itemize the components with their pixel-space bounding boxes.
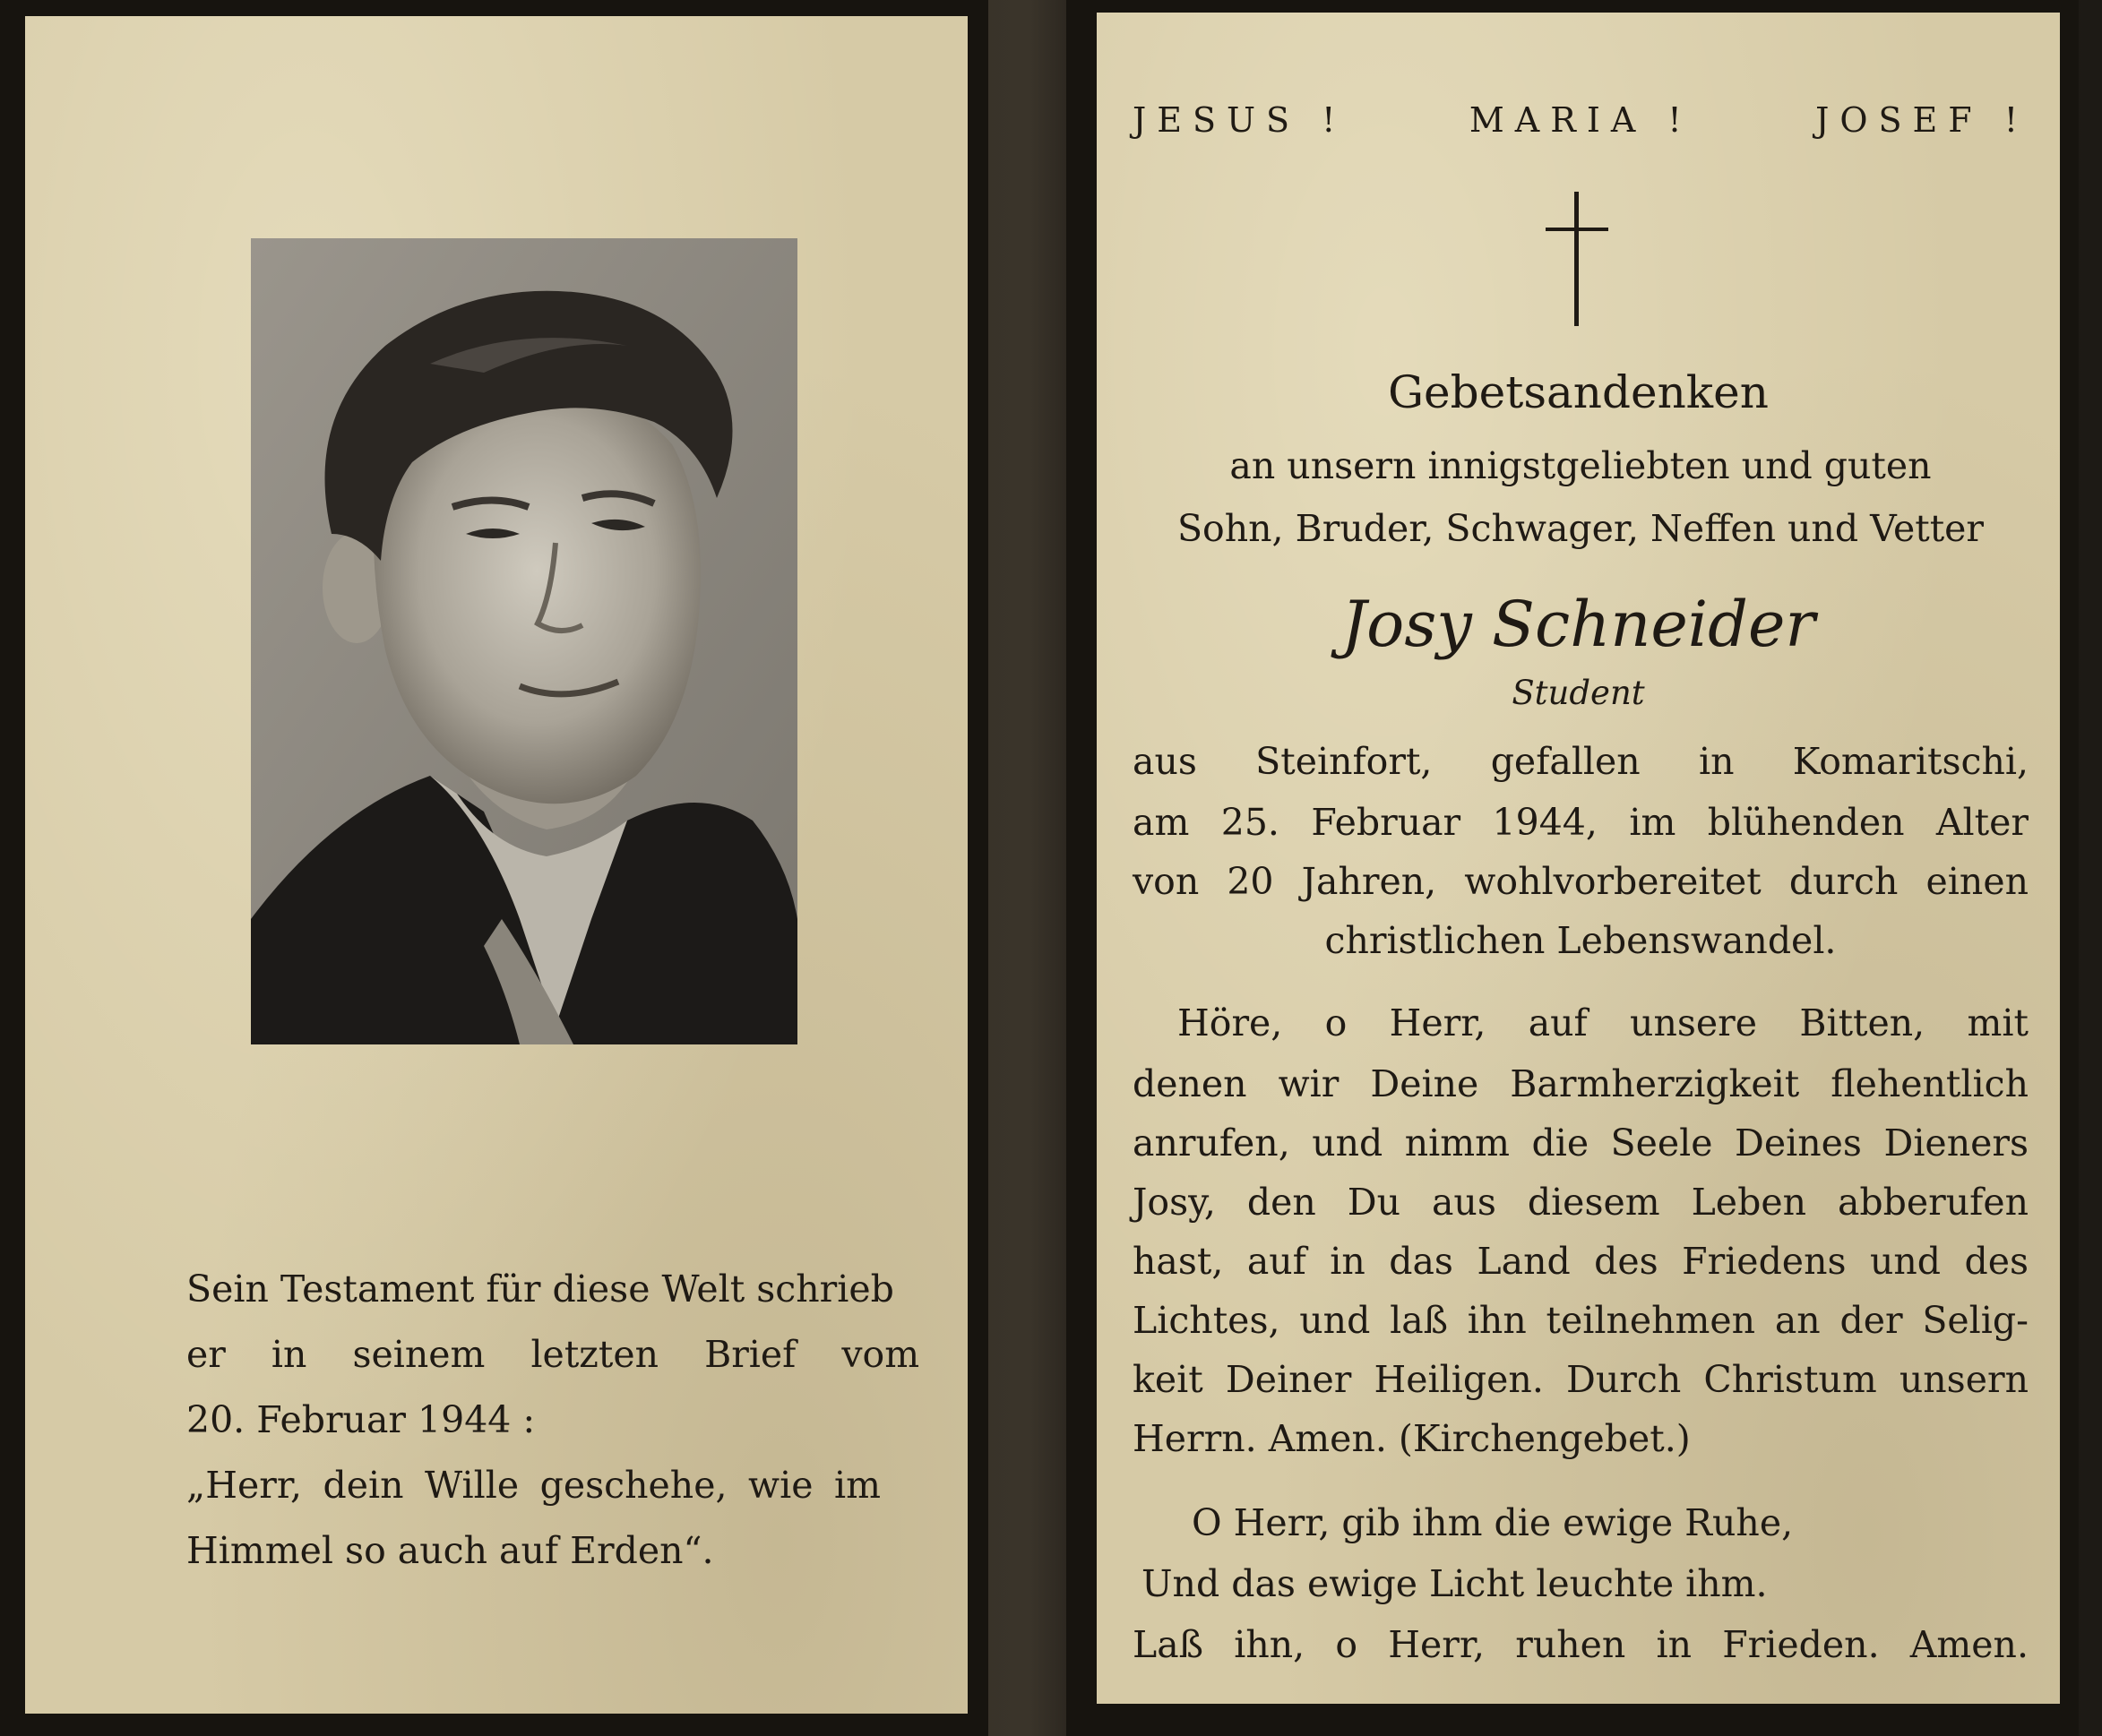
invocation-josef: JOSEF ! bbox=[1815, 100, 2029, 140]
prayer-line-5: hast, auf in das Land des Friedens und des bbox=[1133, 1240, 2029, 1283]
heading: Gebetsandenken bbox=[1388, 366, 1769, 418]
portrait-photo bbox=[251, 238, 797, 1044]
invocation-maria: MARIA ! bbox=[1469, 100, 1693, 140]
prayer-line-1: Höre, o Herr, auf unsere Bitten, mit bbox=[1177, 1001, 2029, 1044]
testament-text bbox=[186, 1257, 920, 1584]
details-line-3: von 20 Jahren, wohlvorbereitet durch einen bbox=[1133, 860, 2029, 903]
right-card-border bbox=[1066, 0, 2079, 1736]
prayer-line-4: Josy, den Du aus diesem Leben abberufen bbox=[1133, 1181, 2029, 1224]
testament-line-1: Sein Testament für diese Welt schrieb bbox=[186, 1268, 894, 1311]
testament-line-4: „Herr, dein Wille geschehe, wie im bbox=[186, 1464, 881, 1507]
invocation-line bbox=[1133, 100, 2029, 140]
details-line-2: am 25. Februar 1944, im blühenden Alter bbox=[1133, 801, 2029, 844]
left-card-paper bbox=[25, 16, 968, 1714]
prayer-line-8: Herrn. Amen. (Kirchengebet.) bbox=[1133, 1417, 1691, 1460]
testament-line-2: er in seinem letzten Brief vom bbox=[186, 1333, 920, 1376]
dedication-line-1: an unsern innigstgeliebten und guten bbox=[1229, 444, 1932, 487]
closing-line-2: Und das ewige Licht leuchte ihm. bbox=[1141, 1562, 1768, 1605]
left-card-border bbox=[0, 0, 988, 1736]
closing-line-3: Laß ihn, o Herr, ruhen in Frieden. Amen. bbox=[1133, 1623, 2029, 1666]
prayer-line-3: anrufen, und nimm die Seele Deines Dieners bbox=[1133, 1122, 2029, 1164]
deceased-name: Josy Schneider bbox=[1341, 588, 1815, 661]
cross-icon bbox=[1541, 192, 1613, 326]
prayer-line-7: keit Deiner Heiligen. Durch Christum unsern bbox=[1133, 1358, 2029, 1401]
prayer-line-6: Lichtes, und laß ihn teilnehmen an der Selig- bbox=[1133, 1299, 2029, 1342]
testament-line-5: Himmel so auch auf Erden“. bbox=[186, 1529, 714, 1572]
occupation: Student bbox=[1512, 674, 1645, 712]
details-line-4: christlichen Lebenswandel. bbox=[1324, 919, 1837, 962]
dedication-line-2: Sohn, Bruder, Schwager, Neffen und Vetter bbox=[1176, 507, 1985, 550]
details-line-1: aus Steinfort, gefallen in Komaritschi, bbox=[1133, 740, 2029, 783]
invocation-jesus: JESUS ! bbox=[1133, 100, 1347, 140]
closing-line-1: O Herr, gib ihm die ewige Ruhe, bbox=[1192, 1501, 1794, 1544]
testament-line-3: 20. Februar 1944 : bbox=[186, 1398, 536, 1441]
right-card-paper bbox=[1097, 13, 2060, 1704]
prayer-line-2: denen wir Deine Barmherzigkeit flehentlich bbox=[1133, 1062, 2029, 1105]
